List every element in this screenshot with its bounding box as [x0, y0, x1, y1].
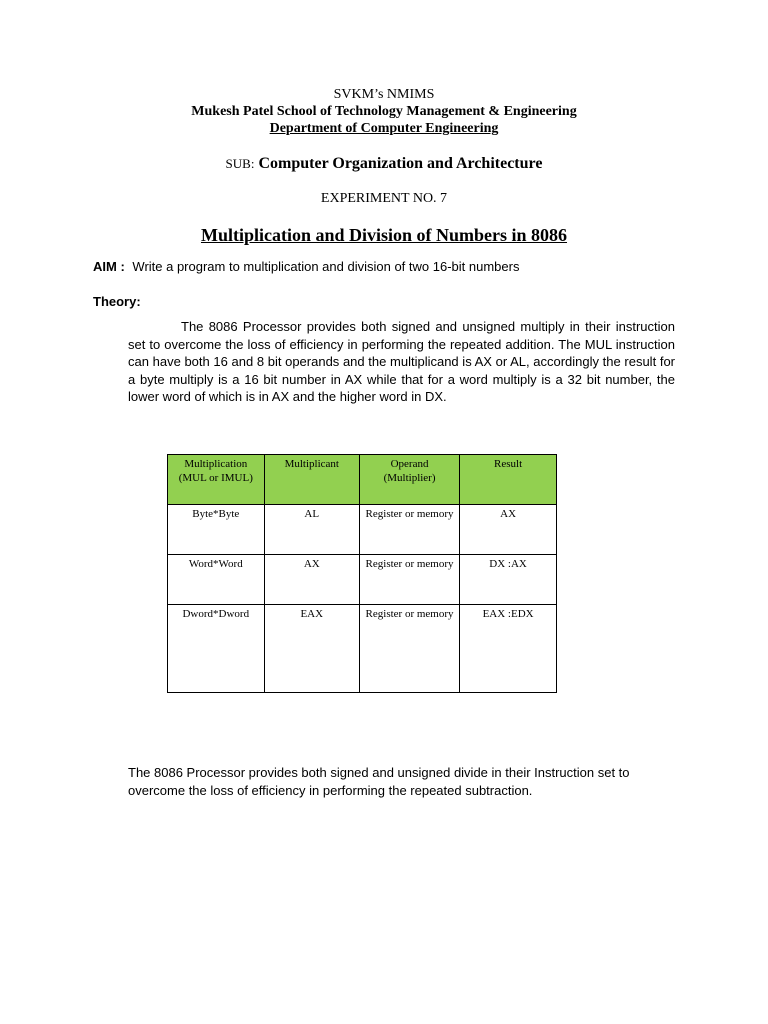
- multiplication-table: [167, 454, 557, 693]
- table-row: [168, 505, 557, 555]
- aim-line: [93, 258, 519, 275]
- table-cell: AL: [264, 505, 359, 555]
- table-row: [168, 555, 557, 605]
- page-title: Multiplication and Division of Numbers in 8086: [200, 225, 568, 245]
- aim-label: AIM :: [93, 259, 125, 274]
- table-cell: Word*Word: [168, 555, 265, 605]
- table-cell: Register or memory: [359, 555, 459, 605]
- table-header-cell: Multiplication (MUL or IMUL): [168, 455, 265, 505]
- table-row: [168, 605, 557, 693]
- table-cell: DX :AX: [460, 555, 557, 605]
- table-cell: AX: [460, 505, 557, 555]
- subject-name: Computer Organization and Architecture: [258, 155, 543, 172]
- experiment-number: EXPERIMENT NO. 7: [320, 191, 448, 206]
- table-cell: EAX: [264, 605, 359, 693]
- theory-paragraph-multiply: The 8086 Processor provides both signed and unsigned multiply in their instruction set to overcome the loss of efficiency in performing the repeated addition. The MUL instruction can have both 16 and 8 bit operands and the multiplicand is AX or AL, accordingly the result for a byte multiply is a 16 bit number in AX while that for a word multiply is a 32 bit number, the lower word of which is in AX and the higher word in DX.: [128, 319, 675, 405]
- theory-paragraph-divide: The 8086 Processor provides both signed and unsigned divide in their Instruction set to overcome the loss of efficiency in performing the repeated subtraction.: [128, 765, 630, 798]
- subject-line: [0, 153, 768, 175]
- table-cell: EAX :EDX: [460, 605, 557, 693]
- table-header-cell: Operand (Multiplier): [359, 455, 459, 505]
- table-header-cell: Multiplicant: [264, 455, 359, 505]
- table-cell: Register or memory: [359, 505, 459, 555]
- table-cell: Dword*Dword: [168, 605, 265, 693]
- department-name: Department of Computer Engineering: [269, 121, 499, 136]
- institution-name: SVKM’s NMIMS: [333, 87, 435, 102]
- subject-label: SUB:: [225, 156, 255, 171]
- table-cell: AX: [264, 555, 359, 605]
- table-cell: Register or memory: [359, 605, 459, 693]
- table-header-cell: Result: [460, 455, 557, 505]
- table-cell: Byte*Byte: [168, 505, 265, 555]
- table-header-row: [168, 455, 557, 505]
- school-name: Mukesh Patel School of Technology Management & Engineering: [191, 104, 577, 119]
- aim-text: Write a program to multiplication and division of two 16-bit numbers: [132, 259, 520, 274]
- theory-heading: Theory:: [93, 294, 141, 309]
